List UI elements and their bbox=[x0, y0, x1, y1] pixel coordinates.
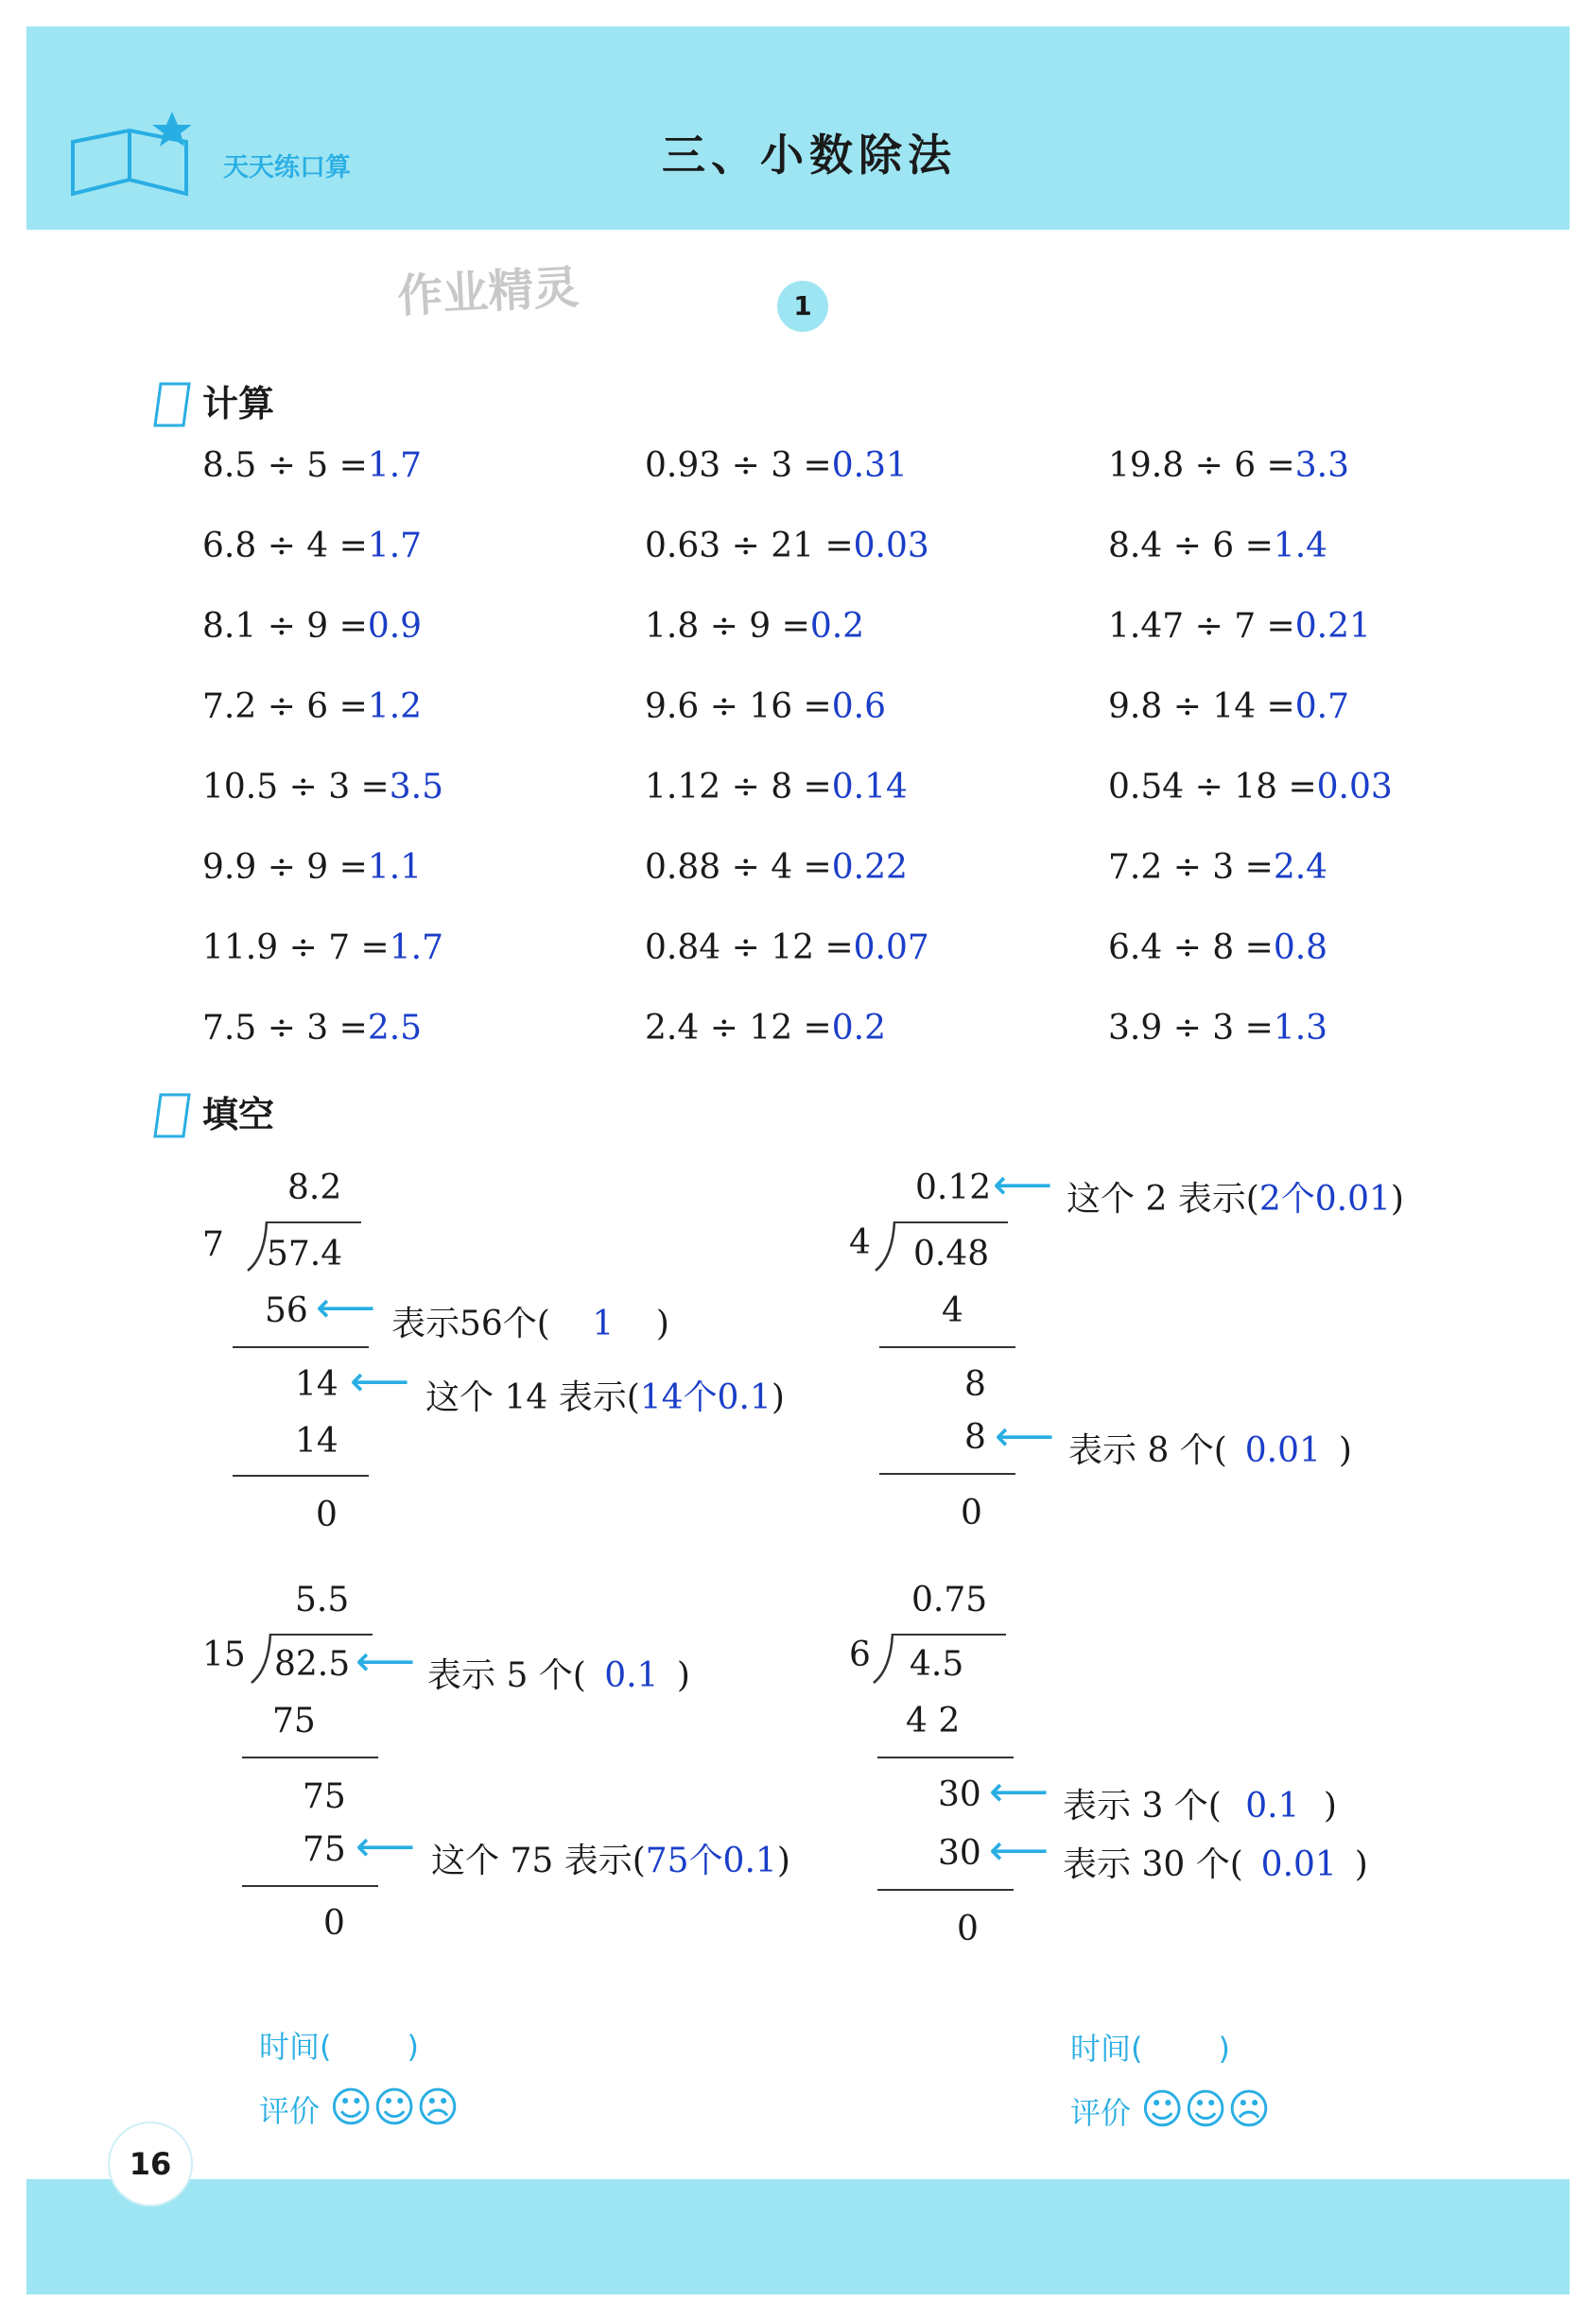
calc-item: 7.5 ÷ 3 =2.5 bbox=[202, 1009, 423, 1047]
division-bar bbox=[893, 1634, 1006, 1636]
arrow-left-icon: ⟵ bbox=[316, 1284, 376, 1332]
division-bar bbox=[267, 1221, 361, 1223]
book-logo-icon bbox=[68, 104, 191, 208]
step-product: 75 bbox=[272, 1702, 316, 1740]
calc-item: 6.4 ÷ 8 =0.8 bbox=[1108, 928, 1328, 967]
step-product: 75 bbox=[303, 1830, 346, 1869]
step-remainder: 14 bbox=[295, 1365, 338, 1404]
calc-item: 9.9 ÷ 9 =1.1 bbox=[202, 848, 423, 887]
arrow-left-icon: ⟵ bbox=[356, 1637, 416, 1686]
calc-item: 1.47 ÷ 7 =0.21 bbox=[1108, 607, 1371, 646]
arrow-left-icon: ⟵ bbox=[989, 1827, 1050, 1875]
calc-item: 9.8 ÷ 14 =0.7 bbox=[1108, 687, 1349, 726]
divisor: 6 bbox=[849, 1636, 871, 1674]
time-label-left: 时间( ) bbox=[259, 2029, 419, 2065]
division-line bbox=[242, 1757, 378, 1758]
remainder: 0 bbox=[957, 1910, 979, 1948]
calc-item: 8.4 ÷ 6 =1.4 bbox=[1108, 527, 1328, 565]
step-product: 4 bbox=[942, 1291, 963, 1330]
division-bracket bbox=[870, 1632, 896, 1685]
calc-item: 0.93 ÷ 3 =0.31 bbox=[645, 446, 908, 485]
division-bar bbox=[894, 1221, 1008, 1223]
sad-face-icon[interactable]: ☹ bbox=[415, 2084, 460, 2132]
note: 这个 14 表示(14个0.1) bbox=[425, 1378, 785, 1417]
calc-item: 2.4 ÷ 12 =0.2 bbox=[645, 1009, 886, 1047]
page-number: 16 bbox=[108, 2121, 193, 2207]
calc-item: 10.5 ÷ 3 =3.5 bbox=[202, 768, 443, 806]
dividend: 57.4 bbox=[267, 1235, 343, 1273]
calc-item: 1.8 ÷ 9 =0.2 bbox=[645, 607, 865, 646]
division-bar bbox=[270, 1634, 373, 1636]
dividend: 0.48 bbox=[913, 1235, 990, 1273]
section-calc-title: 计算 bbox=[202, 383, 275, 424]
step-product: 56 bbox=[265, 1291, 308, 1330]
calc-item: 7.2 ÷ 6 =1.2 bbox=[202, 687, 423, 726]
time-label-right: 时间( ) bbox=[1070, 2031, 1230, 2067]
quotient: 5.5 bbox=[295, 1581, 350, 1619]
step-product: 4 2 bbox=[906, 1702, 961, 1740]
division-line bbox=[233, 1475, 369, 1477]
division-line bbox=[242, 1885, 378, 1887]
calc-item: 6.8 ÷ 4 =1.7 bbox=[202, 527, 423, 565]
smile-face-icon[interactable]: ☺ bbox=[1140, 2086, 1185, 2134]
quotient: 8.2 bbox=[287, 1169, 342, 1207]
step-remainder: 75 bbox=[303, 1777, 346, 1816]
divisor: 4 bbox=[849, 1223, 871, 1262]
division-bracket bbox=[872, 1220, 898, 1273]
division-line bbox=[879, 1473, 1015, 1475]
calc-item: 8.1 ÷ 9 =0.9 bbox=[202, 607, 423, 646]
pencil-icon bbox=[151, 376, 199, 431]
calc-item: 0.63 ÷ 21 =0.03 bbox=[645, 527, 929, 565]
calc-item: 11.9 ÷ 7 =1.7 bbox=[202, 928, 443, 967]
note: 这个 2 表示(2个0.01) bbox=[1067, 1180, 1404, 1219]
calc-item: 0.54 ÷ 18 =0.03 bbox=[1108, 768, 1393, 806]
section-fill-title: 填空 bbox=[202, 1094, 275, 1135]
exercise-number: 1 bbox=[777, 281, 828, 332]
division-line bbox=[879, 1346, 1015, 1348]
evaluation-left: 评价 ☺☺☹ bbox=[259, 2084, 460, 2132]
division-line bbox=[877, 1757, 1014, 1758]
step-product: 14 bbox=[295, 1422, 338, 1461]
calc-item: 8.5 ÷ 5 =1.7 bbox=[202, 446, 423, 485]
step-product: 8 bbox=[964, 1418, 986, 1457]
arrow-left-icon: ⟵ bbox=[350, 1358, 410, 1406]
calc-item: 19.8 ÷ 6 =3.3 bbox=[1108, 446, 1349, 485]
smile-face-icon[interactable]: ☺ bbox=[1184, 2086, 1227, 2134]
calc-item: 0.84 ÷ 12 =0.07 bbox=[645, 928, 929, 967]
note: 这个 75 表示(75个0.1) bbox=[431, 1842, 790, 1880]
remainder: 0 bbox=[961, 1494, 982, 1532]
step-remainder: 8 bbox=[964, 1365, 986, 1404]
sad-face-icon[interactable]: ☹ bbox=[1226, 2086, 1271, 2134]
step-remainder: 30 bbox=[938, 1775, 981, 1814]
evaluation-right: 评价 ☺☺☹ bbox=[1070, 2086, 1271, 2134]
logo-text: 天天练口算 bbox=[223, 153, 351, 182]
arrow-left-icon: ⟵ bbox=[989, 1768, 1050, 1816]
calc-item: 1.12 ÷ 8 =0.14 bbox=[645, 768, 908, 806]
pencil-icon bbox=[151, 1087, 199, 1142]
note: 表示 5 个( 0.1 ) bbox=[427, 1656, 690, 1695]
calc-item: 9.6 ÷ 16 =0.6 bbox=[645, 687, 886, 726]
page-title: 三、小数除法 bbox=[662, 130, 957, 181]
calc-item: 3.9 ÷ 3 =1.3 bbox=[1108, 1009, 1328, 1047]
arrow-left-icon: ⟵ bbox=[995, 1412, 1055, 1461]
calc-item: 0.88 ÷ 4 =0.22 bbox=[645, 848, 908, 887]
watermark: 作业精灵 bbox=[395, 261, 581, 323]
divisor: 15 bbox=[202, 1636, 246, 1674]
divisor: 7 bbox=[202, 1225, 224, 1264]
note: 表示 3 个( 0.1 ) bbox=[1063, 1787, 1337, 1826]
arrow-left-icon: ⟵ bbox=[356, 1823, 416, 1871]
division-line bbox=[233, 1346, 369, 1348]
note: 表示 30 个( 0.01 ) bbox=[1063, 1845, 1368, 1884]
dividend: 4.5 bbox=[910, 1645, 964, 1684]
division-line bbox=[877, 1889, 1014, 1891]
dividend: 82.5 bbox=[274, 1645, 351, 1684]
note: 表示56个( 1 ) bbox=[391, 1305, 669, 1343]
quotient: 0.12 bbox=[915, 1169, 992, 1207]
arrow-left-icon: ⟵ bbox=[993, 1161, 1053, 1209]
smile-face-icon[interactable]: ☺ bbox=[373, 2084, 416, 2132]
smile-face-icon[interactable]: ☺ bbox=[329, 2084, 373, 2132]
calc-item: 7.2 ÷ 3 =2.4 bbox=[1108, 848, 1328, 887]
quotient: 0.75 bbox=[911, 1581, 988, 1619]
remainder: 0 bbox=[316, 1496, 338, 1534]
step-product: 30 bbox=[938, 1834, 981, 1873]
footer-band bbox=[26, 2179, 1570, 2294]
division-bracket bbox=[248, 1632, 274, 1685]
remainder: 0 bbox=[323, 1904, 345, 1943]
note: 表示 8 个( 0.01 ) bbox=[1068, 1431, 1352, 1470]
